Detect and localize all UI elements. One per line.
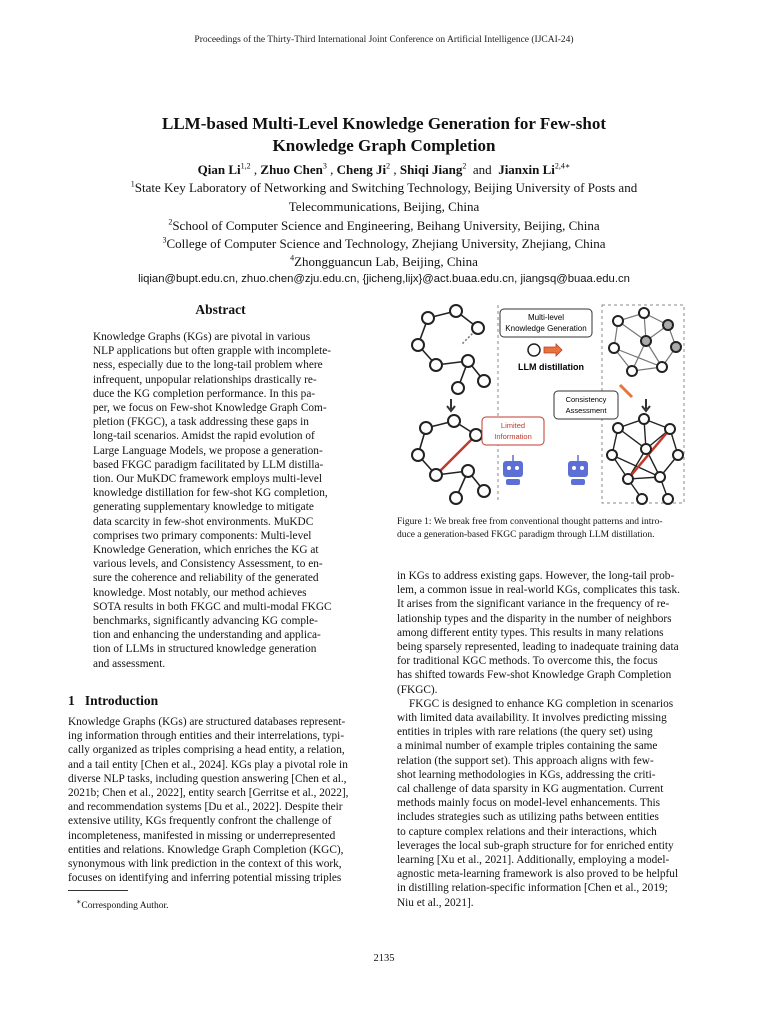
abstract-line: knowledge distillation for few-shot KG completion, bbox=[93, 487, 328, 500]
intro-line: cally organized as triples comprising a head entity, a relation, bbox=[68, 744, 345, 757]
affil-text: Zhongguancun Lab, Beijing, China bbox=[294, 254, 478, 269]
text-line: in KGs to address existing gaps. However, the long-tail prob- bbox=[397, 570, 675, 582]
abstract-line: Large Language Models, we propose a generation- bbox=[93, 444, 323, 457]
text-line: lationship types and the disparity in the number of neighbors bbox=[397, 612, 672, 625]
affil-mark: 3 bbox=[162, 235, 167, 245]
sad-robot-icon bbox=[503, 455, 523, 485]
text-line: It arises from the significant variance in the frequency of re- bbox=[397, 598, 670, 611]
figure-caption bbox=[397, 516, 700, 542]
intro-line: diverse NLP tasks, including question answering [Chen et al., bbox=[68, 772, 347, 785]
down-arrow-icon bbox=[447, 399, 455, 411]
page-number: 2135 bbox=[373, 953, 395, 964]
llm-distillation-label: LLM distillation bbox=[518, 362, 584, 372]
consistency-label-1: Consistency bbox=[565, 395, 607, 404]
intro-line: ing information through entities and their interrelations, typi- bbox=[68, 730, 345, 743]
intro-line: and recommendation systems [Du et al., 2022]. Despite their bbox=[68, 801, 343, 814]
text-line: for traditional KGC methods. To overcome this, the focus bbox=[397, 655, 658, 668]
right-column-body bbox=[397, 569, 700, 910]
text-line: has shifted towards Few-shot Knowledge Graph Completion bbox=[397, 669, 672, 682]
llm-logo-icon bbox=[528, 344, 540, 356]
abstract-line: based FKGC paradigm facilitated by LLM distilla- bbox=[93, 458, 324, 471]
section-number: 1 bbox=[68, 693, 75, 708]
abstract-line: knowledge. Most notably, our method achieves bbox=[93, 586, 307, 599]
distill-arrow-icon bbox=[544, 344, 562, 356]
affiliation-2 bbox=[60, 217, 708, 236]
intro-line: focuses on identifying and inferring potential missing triples bbox=[68, 872, 342, 885]
abstract-line: sure the coherence and reliability of the generated bbox=[93, 572, 319, 585]
text-line: FKGC is designed to enhance KG completion in scenarios bbox=[409, 697, 674, 710]
assess-arrow-icon bbox=[620, 385, 632, 397]
caption-line: Figure 1: We break free from conventional thought patterns and intro- bbox=[397, 517, 663, 527]
author-name: Shiqi Jiang bbox=[399, 162, 463, 177]
intro-line: entities and relations. Knowledge Graph Completion (KGC), bbox=[68, 843, 344, 856]
author-emails: liqian@bupt.edu.cn, zhuo.chen@zju.edu.cn, {jicheng,lijx}@act.buaa.edu.cn, jiangsq@buaa.edu.cn bbox=[138, 273, 630, 285]
affiliation-1-cont: Telecommunications, Beijing, China bbox=[288, 199, 480, 214]
graph-nodes-top bbox=[412, 305, 490, 394]
author-name: Cheng Ji bbox=[336, 162, 387, 177]
text-line: (FKGC). bbox=[397, 683, 438, 696]
dense-graph-top-nodes bbox=[609, 308, 681, 376]
paragraph bbox=[397, 697, 700, 910]
text-line: lem, a common issue in real-world KGs, complicates this task. bbox=[397, 584, 680, 597]
author-affil-mark: 2 bbox=[462, 161, 467, 171]
down-arrow-icon bbox=[642, 399, 650, 411]
text-line: with limited data availability. It involves predicting missing bbox=[397, 712, 667, 725]
multi-level-label-2: Knowledge Generation bbox=[505, 324, 587, 333]
abstract-line: per, we focus on Few-shot Knowledge Graph Com- bbox=[93, 402, 327, 415]
figure-1 bbox=[406, 303, 691, 508]
abstract-line: infrequent, unpopular relationships drastically re- bbox=[93, 373, 317, 386]
affiliation-3 bbox=[60, 235, 708, 254]
abstract-line: tion of LLMs in structured knowledge generation bbox=[93, 643, 317, 656]
happy-robot-icon bbox=[568, 455, 588, 485]
author-name: Qian Li bbox=[197, 162, 241, 177]
text-line: a minimal number of example triples containing the same bbox=[397, 740, 658, 753]
introduction-body bbox=[68, 715, 373, 885]
multi-level-label-1: Multi-level bbox=[527, 313, 565, 322]
abstract-line: ness, especially due to the long-tail problem where bbox=[93, 359, 323, 372]
limited-label-1: Limited bbox=[500, 421, 526, 430]
author-name: Zhuo Chen bbox=[260, 162, 323, 177]
intro-line: and a tail entity [Chen et al., 2024]. KGs play a pivotal role in bbox=[68, 758, 348, 771]
abstract-line: data scarcity in few-shot environments. MuKDC bbox=[93, 515, 314, 528]
abstract-line: pletion (FKGC), a task addressing these gaps in bbox=[93, 416, 309, 429]
abstract-body bbox=[93, 330, 349, 671]
intro-line: incompleteness, manifested in missing or underrepresented bbox=[68, 829, 336, 842]
author-affil-mark: 2 bbox=[386, 161, 391, 171]
abstract-line: SOTA results in both FKGC and multi-modal FKGC bbox=[93, 600, 332, 613]
intro-line: synonymous with link prediction in the context of this work, bbox=[68, 858, 342, 871]
proceedings-header: Proceedings of the Thirty-Third International Joint Conference on Artificial Intelligence (IJCAI-24) bbox=[194, 35, 574, 45]
abstract-line: Knowledge Generation, which enriches the KG at bbox=[93, 544, 319, 557]
affil-text: State Key Laboratory of Networking and Switching Technology, Beijing University of Posts and bbox=[134, 180, 638, 195]
abstract-line: comprises two primary components: Multi-level bbox=[93, 529, 312, 542]
footnote-text: Corresponding Author. bbox=[81, 901, 169, 912]
text-line: among different entity types. This results in many relations bbox=[397, 626, 664, 639]
text-line: agnostic meta-learning framework is also proved to be helpful bbox=[397, 868, 679, 881]
paper-title bbox=[90, 113, 678, 157]
author-affil-mark: 2,4∗ bbox=[554, 161, 571, 171]
section-title: Introduction bbox=[84, 693, 159, 708]
author-affil-mark: 1,2 bbox=[240, 161, 251, 171]
abstract-line: various levels, and Consistency Assessment, to en- bbox=[93, 558, 323, 571]
author-affil-mark: 3 bbox=[322, 161, 327, 171]
affil-mark: 1 bbox=[130, 179, 135, 189]
abstract-line: Knowledge Graphs (KGs) are pivotal in various bbox=[93, 331, 311, 343]
affiliation-4 bbox=[60, 253, 708, 272]
text-line: cal challenge of data sparsity in KG augmentation. Current bbox=[397, 783, 664, 796]
text-line: learning [Xu et al., 2021]. Additionally, employing a model- bbox=[397, 854, 670, 867]
caption-line: duce a generation-based FKGC paradigm through LLM distillation. bbox=[397, 530, 655, 540]
text-line: shot learning methodologies in KGs, addressing the criti- bbox=[397, 768, 656, 781]
abstract-line: benchmarks, significantly advancing KG comple- bbox=[93, 615, 318, 628]
text-line: in distilling relation-specific information [Chen et al., 2019; bbox=[397, 882, 668, 895]
text-line: to capture complex relations and their interactions, which bbox=[397, 825, 657, 838]
footnote bbox=[76, 897, 168, 911]
text-line: entities in triples with rare relations (the query set) using bbox=[397, 726, 653, 739]
author-and: and bbox=[472, 162, 492, 177]
affil-mark: 2 bbox=[168, 217, 173, 227]
text-line: leverages the local sub-graph structure for for enriched entity bbox=[397, 839, 674, 852]
abstract-line: generating supplementary knowledge to mitigate bbox=[93, 501, 314, 514]
affil-text: College of Computer Science and Technology, Zhejiang University, Zhejiang, China bbox=[166, 236, 606, 251]
abstract-line: long-tail scenarios. Amidst the rapid evolution of bbox=[93, 430, 315, 443]
abstract-line: NLP applications but often grapple with incomplete- bbox=[93, 345, 332, 358]
abstract-line: tion. Our MuKDC framework employs multi-level bbox=[93, 473, 323, 486]
title-line-1: LLM-based Multi-Level Knowledge Generation for Few-shot bbox=[161, 114, 606, 133]
limited-label-2: Information bbox=[494, 432, 532, 441]
text-line: methods mainly focus on model-level enhancements. This bbox=[397, 797, 661, 810]
abstract-heading: Abstract bbox=[195, 302, 246, 317]
footnote-mark: ∗ bbox=[76, 897, 82, 906]
text-line: Niu et al., 2021]. bbox=[397, 896, 474, 909]
abstract-line: tion and enhancing the understanding and applica- bbox=[93, 629, 321, 642]
text-line: includes strategies such as utilizing paths between entities bbox=[397, 811, 659, 824]
title-line-2: Knowledge Graph Completion bbox=[272, 136, 496, 155]
consistency-label-2: Assessment bbox=[565, 406, 607, 415]
text-line: being sparsely represented, leading to inadequate training data bbox=[397, 641, 679, 654]
paragraph bbox=[397, 569, 700, 697]
abstract-line: duce the KG completion performance. In this pa- bbox=[93, 387, 316, 400]
author-list: Qian Li$^{1,2}$ , Zhuo Chen$^3$ , Cheng Ji$^2$ , Shiqi Jiang$^2$ and Jianxin $Li^{2,4∗}$ bbox=[197, 161, 571, 177]
intro-line: 2021b; Chen et al., 2022], entity search [Gerritse et al., 2022], bbox=[68, 787, 349, 800]
footnote-rule bbox=[68, 890, 128, 891]
author-name: Jianxin Li bbox=[498, 162, 555, 177]
abstract-line: and assessment. bbox=[93, 657, 166, 670]
affil-mark: 4 bbox=[290, 253, 295, 263]
affil-text: School of Computer Science and Engineering, Beihang University, Beijing, China bbox=[172, 218, 600, 233]
affiliation-1 bbox=[60, 179, 708, 198]
intro-line: extensive utility, KGs frequently confront the challenge of bbox=[68, 815, 332, 828]
intro-line: Knowledge Graphs (KGs) are structured databases represent- bbox=[68, 716, 346, 728]
section-heading-introduction bbox=[68, 693, 373, 709]
text-line: relation (the support set). This approach aligns with few- bbox=[397, 754, 654, 767]
